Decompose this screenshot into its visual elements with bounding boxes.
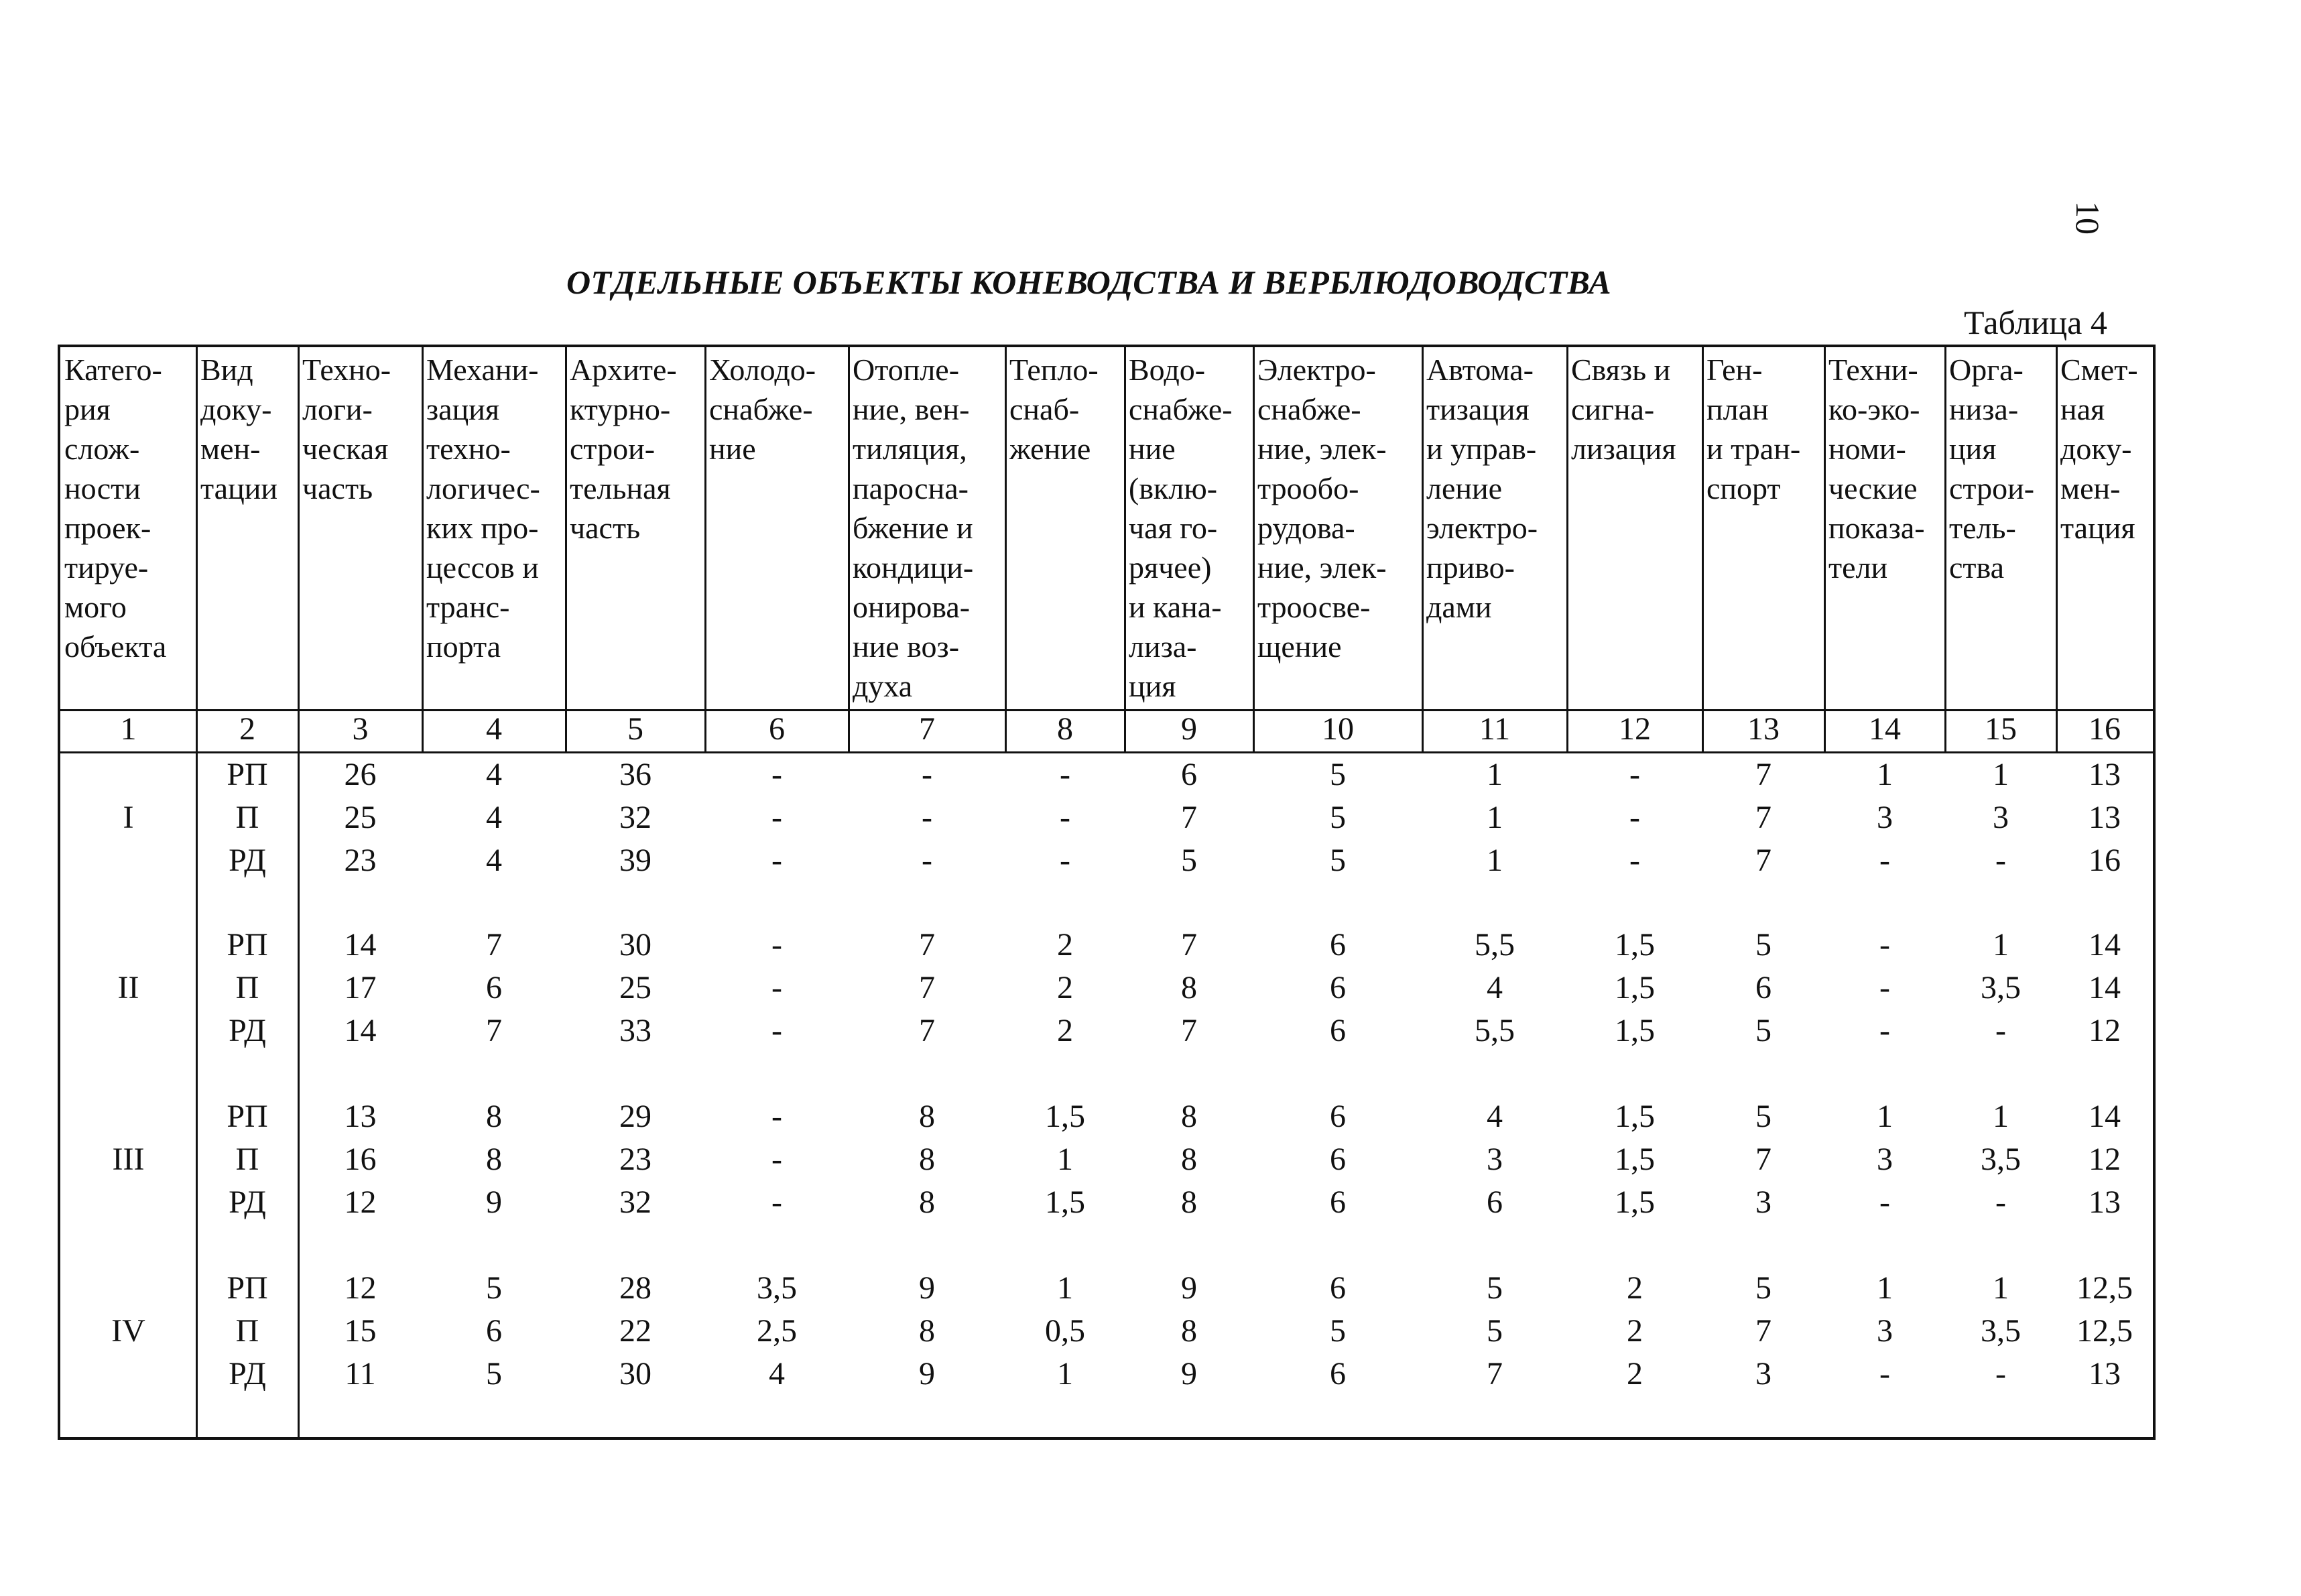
column-header: Орга- низа- ция строи- тель- ства xyxy=(1949,353,2035,585)
table-cell: - xyxy=(1879,927,1890,963)
category-label: III xyxy=(112,1142,145,1177)
table-cell: 6 xyxy=(1330,1099,1346,1134)
table-cell: 7 xyxy=(919,1013,935,1048)
column-header: Техно- логи- ческая часть xyxy=(302,353,391,505)
table-cell: 1 xyxy=(1877,1270,1893,1306)
table-cell: 7 xyxy=(919,927,935,963)
table-cell: 1 xyxy=(1057,1356,1073,1392)
table-cell: 4 xyxy=(486,757,502,792)
table-cell: 8 xyxy=(1181,1313,1197,1349)
table-caption: Таблица 4 xyxy=(1964,304,2107,341)
table-cell: 16 xyxy=(2089,843,2121,878)
table-cell: 1 xyxy=(1877,1099,1893,1134)
column-number: 1 xyxy=(120,711,137,747)
table-cell: 9 xyxy=(1181,1356,1197,1392)
table-cell: 30 xyxy=(619,1356,651,1392)
table-cell: 4 xyxy=(1487,1099,1503,1134)
table-cell: 4 xyxy=(486,800,502,835)
column-header: Водо- снабже- ние (вклю- чая го- рячее) и кана- лиза- ция xyxy=(1129,353,1233,703)
table-cell: - xyxy=(1995,1184,2006,1220)
doc-type-cell: РП xyxy=(227,1270,268,1306)
table-cell: 1 xyxy=(1057,1270,1073,1306)
table-cell: 12 xyxy=(2089,1142,2121,1177)
table-cell: 1 xyxy=(1487,843,1503,878)
table-cell: 7 xyxy=(486,927,502,963)
column-number: 7 xyxy=(919,711,935,747)
table-cell: 8 xyxy=(919,1099,935,1134)
table-cell: 5,5 xyxy=(1475,1013,1515,1048)
table-cell: 30 xyxy=(619,927,651,963)
table-cell: 6 xyxy=(1181,757,1197,792)
table-cell: 7 xyxy=(1487,1356,1503,1392)
table-cell: - xyxy=(1995,1013,2006,1048)
doc-type-cell: П xyxy=(235,1142,259,1177)
table-cell: - xyxy=(1060,757,1070,792)
table-cell: 5 xyxy=(1755,1270,1771,1306)
table-cell: 7 xyxy=(1755,757,1771,792)
table-cell: 4 xyxy=(769,1356,785,1392)
table-cell: 3,5 xyxy=(1981,1142,2021,1177)
column-number: 4 xyxy=(486,711,502,747)
table-cell: 13 xyxy=(2089,1184,2121,1220)
table-cell: 5 xyxy=(486,1356,502,1392)
column-number: 8 xyxy=(1057,711,1073,747)
doc-type-cell: РП xyxy=(227,1099,268,1134)
table-cell: 8 xyxy=(1181,1142,1197,1177)
table-cell: 22 xyxy=(619,1313,651,1349)
column-header: Механи- зация техно- логичес- ких про- цессов и транс- порта xyxy=(426,353,540,664)
table-cell: 1,5 xyxy=(1045,1099,1085,1134)
table-cell: 16 xyxy=(344,1142,377,1177)
table-cell: 5 xyxy=(1330,1313,1346,1349)
table-cell: 1 xyxy=(1993,927,2009,963)
doc-type-cell: РП xyxy=(227,757,268,792)
table-cell: 7 xyxy=(1181,1013,1197,1048)
table-cell: 8 xyxy=(486,1142,502,1177)
table-cell: 23 xyxy=(344,843,377,878)
page-number: 10 xyxy=(2069,201,2107,235)
table-cell: 2 xyxy=(1627,1313,1643,1349)
table-cell: 15 xyxy=(344,1313,377,1349)
table-cell: 2,5 xyxy=(757,1313,797,1349)
table-cell: - xyxy=(771,1099,782,1134)
table-cell: 5 xyxy=(1755,1013,1771,1048)
table-cell: 13 xyxy=(2089,1356,2121,1392)
table-cell: 23 xyxy=(619,1142,651,1177)
table-cell: 8 xyxy=(1181,1184,1197,1220)
table-cell: 12,5 xyxy=(2076,1313,2133,1349)
table-cell: - xyxy=(1879,1184,1890,1220)
doc-type-cell: П xyxy=(235,970,259,1005)
table-cell: 1 xyxy=(1993,1270,2009,1306)
table-cell: 6 xyxy=(1755,970,1771,1005)
table-cell: - xyxy=(771,843,782,878)
table-cell: 3 xyxy=(1755,1184,1771,1220)
table-cell: 5 xyxy=(1487,1313,1503,1349)
table-cell: - xyxy=(771,1142,782,1177)
table-cell: 2 xyxy=(1057,1013,1073,1048)
table-cell: - xyxy=(771,927,782,963)
table-cell: 4 xyxy=(1487,970,1503,1005)
column-number: 10 xyxy=(1322,711,1354,747)
data-table xyxy=(58,345,2156,1440)
table-cell: 29 xyxy=(619,1099,651,1134)
table-cell: 2 xyxy=(1627,1270,1643,1306)
table-cell: 6 xyxy=(486,1313,502,1349)
table-cell: 0,5 xyxy=(1045,1313,1085,1349)
table-cell: 3 xyxy=(1487,1142,1503,1177)
table-cell: - xyxy=(1995,1356,2006,1392)
column-header: Вид доку- мен- тации xyxy=(200,353,277,505)
table-cell: - xyxy=(1879,970,1890,1005)
category-label: I xyxy=(123,800,134,835)
table-cell: 36 xyxy=(619,757,651,792)
table-cell: 7 xyxy=(1755,1313,1771,1349)
doc-type-cell: РД xyxy=(229,1013,266,1048)
column-header: Тепло- снаб- жение xyxy=(1009,353,1099,466)
table-cell: 33 xyxy=(619,1013,651,1048)
column-number: 12 xyxy=(1619,711,1651,747)
table-cell: 7 xyxy=(1181,800,1197,835)
table-cell: 5 xyxy=(1181,843,1197,878)
table-cell: 3,5 xyxy=(1981,1313,2021,1349)
table-cell: 5 xyxy=(1330,757,1346,792)
column-number: 9 xyxy=(1181,711,1197,747)
table-cell: 1,5 xyxy=(1045,1184,1085,1220)
column-header: Электро- снабже- ние, элек- трообо- рудова- ние, элек- троосве- щение xyxy=(1257,353,1387,664)
column-number: 2 xyxy=(239,711,255,747)
table-cell: 8 xyxy=(919,1142,935,1177)
column-header: Катего- рия слож- ности проек- тируе- мого объекта xyxy=(64,353,167,664)
table-cell: - xyxy=(922,757,932,792)
table-cell: - xyxy=(922,843,932,878)
table-cell: 1,5 xyxy=(1615,1142,1655,1177)
column-header: Ген- план и тран- спорт xyxy=(1706,353,1801,505)
table-cell: 2 xyxy=(1057,927,1073,963)
table-cell: 1 xyxy=(1487,800,1503,835)
table-cell: - xyxy=(771,1184,782,1220)
table-cell: 4 xyxy=(486,843,502,878)
table-cell: 1,5 xyxy=(1615,927,1655,963)
table-cell: 9 xyxy=(486,1184,502,1220)
table-cell: - xyxy=(1995,843,2006,878)
table-cell: 8 xyxy=(486,1099,502,1134)
table-cell: 26 xyxy=(344,757,377,792)
table-cell: 6 xyxy=(1330,927,1346,963)
table-cell: 5,5 xyxy=(1475,927,1515,963)
table-cell: - xyxy=(1879,1356,1890,1392)
table-cell: 6 xyxy=(1330,1013,1346,1048)
table-cell: 6 xyxy=(1330,970,1346,1005)
table-cell: 32 xyxy=(619,800,651,835)
table-cell: 14 xyxy=(2089,970,2121,1005)
table-cell: 1,5 xyxy=(1615,1013,1655,1048)
table-cell: 11 xyxy=(345,1356,376,1392)
table-cell: 5 xyxy=(1755,927,1771,963)
table-cell: 8 xyxy=(1181,1099,1197,1134)
table-cell: 1 xyxy=(1993,1099,2009,1134)
column-number: 3 xyxy=(352,711,369,747)
table-cell: 12 xyxy=(2089,1013,2121,1048)
table-cell: 14 xyxy=(344,927,377,963)
table-cell: 5 xyxy=(1487,1270,1503,1306)
column-number: 11 xyxy=(1479,711,1511,747)
table-cell: 3,5 xyxy=(1981,970,2021,1005)
category-label: IV xyxy=(111,1313,145,1349)
table-cell: - xyxy=(1879,843,1890,878)
table-cell: 9 xyxy=(1181,1270,1197,1306)
table-cell: 12 xyxy=(344,1270,377,1306)
table-cell: 25 xyxy=(619,970,651,1005)
table-cell: - xyxy=(771,1013,782,1048)
table-cell: 1 xyxy=(1877,757,1893,792)
table-cell: 8 xyxy=(1181,970,1197,1005)
doc-type-cell: РД xyxy=(229,1356,266,1392)
doc-type-cell: РД xyxy=(229,843,266,878)
table-cell: 6 xyxy=(1487,1184,1503,1220)
column-header: Холодо- снабже- ние xyxy=(709,353,816,466)
table-cell: 12,5 xyxy=(2076,1270,2133,1306)
table-cell: 8 xyxy=(919,1313,935,1349)
table-cell: 6 xyxy=(1330,1356,1346,1392)
table-cell: 5 xyxy=(1330,843,1346,878)
table-cell: - xyxy=(1629,843,1640,878)
table-cell: 1,5 xyxy=(1615,970,1655,1005)
column-number: 14 xyxy=(1869,711,1901,747)
table-cell: 1 xyxy=(1057,1142,1073,1177)
table-cell: 6 xyxy=(1330,1142,1346,1177)
table-cell: 6 xyxy=(1330,1270,1346,1306)
table-cell: 5 xyxy=(486,1270,502,1306)
table-cell: - xyxy=(1060,843,1070,878)
table-cell: 7 xyxy=(1755,843,1771,878)
table-cell: 7 xyxy=(919,970,935,1005)
table-cell: 7 xyxy=(1755,800,1771,835)
table-cell: 14 xyxy=(2089,1099,2121,1134)
table-cell: 1 xyxy=(1487,757,1503,792)
column-header: Связь и сигна- лизация xyxy=(1571,353,1676,466)
table-cell: 5 xyxy=(1330,800,1346,835)
table-cell: - xyxy=(771,757,782,792)
table-cell: 5 xyxy=(1755,1099,1771,1134)
doc-type-cell: П xyxy=(235,800,259,835)
table-cell: 3 xyxy=(1877,800,1893,835)
doc-type-cell: РД xyxy=(229,1184,266,1220)
table-cell: 28 xyxy=(619,1270,651,1306)
column-header: Техни- ко-эко- номи- ческие показа- тели xyxy=(1828,353,1925,585)
table-cell: - xyxy=(1629,800,1640,835)
column-header: Автома- тизация и управ- ление электро- приво- дами xyxy=(1426,353,1538,624)
table-cell: 12 xyxy=(344,1184,377,1220)
table-cell: 6 xyxy=(486,970,502,1005)
table-cell: 1,5 xyxy=(1615,1099,1655,1134)
table-cell: 13 xyxy=(2089,757,2121,792)
category-label: II xyxy=(117,970,139,1005)
document-title: ОТДЕЛЬНЫЕ ОБЪЕКТЫ КОНЕВОДСТВА И ВЕРБЛЮДОВОДСТВА xyxy=(566,263,1611,301)
table-cell: 17 xyxy=(344,970,377,1005)
table-cell: 3 xyxy=(1993,800,2009,835)
table-cell: 3 xyxy=(1755,1356,1771,1392)
table-cell: 8 xyxy=(919,1184,935,1220)
table-cell: 3 xyxy=(1877,1142,1893,1177)
table-cell: 2 xyxy=(1057,970,1073,1005)
table-cell: 13 xyxy=(2089,800,2121,835)
table-cell: 2 xyxy=(1627,1356,1643,1392)
table-cell: 9 xyxy=(919,1356,935,1392)
table-cell: - xyxy=(1060,800,1070,835)
table-cell: 7 xyxy=(1181,927,1197,963)
table-cell: - xyxy=(771,970,782,1005)
table-cell: 7 xyxy=(486,1013,502,1048)
table-cell: 14 xyxy=(2089,927,2121,963)
table-cell: 9 xyxy=(919,1270,935,1306)
table-cell: - xyxy=(922,800,932,835)
table-cell: 1 xyxy=(1993,757,2009,792)
table-cell: - xyxy=(1629,757,1640,792)
table-cell: 3,5 xyxy=(757,1270,797,1306)
table-cell: 7 xyxy=(1755,1142,1771,1177)
column-number: 5 xyxy=(627,711,643,747)
table-cell: 32 xyxy=(619,1184,651,1220)
table-cell: - xyxy=(1879,1013,1890,1048)
column-number: 15 xyxy=(1985,711,2017,747)
column-number: 16 xyxy=(2089,711,2121,747)
table-cell: 13 xyxy=(344,1099,377,1134)
table-cell: 14 xyxy=(344,1013,377,1048)
table-cell: 1,5 xyxy=(1615,1184,1655,1220)
column-header: Отопле- ние, вен- тиляция, паросна- бжение и кондици- онирова- ние воз- духа xyxy=(853,353,974,703)
table-cell: 39 xyxy=(619,843,651,878)
table-cell: - xyxy=(771,800,782,835)
column-number: 13 xyxy=(1747,711,1780,747)
table-cell: 6 xyxy=(1330,1184,1346,1220)
doc-type-cell: РП xyxy=(227,927,268,963)
table-cell: 3 xyxy=(1877,1313,1893,1349)
column-number: 6 xyxy=(769,711,785,747)
column-header: Смет- ная доку- мен- тация xyxy=(2060,353,2138,545)
doc-type-cell: П xyxy=(235,1313,259,1349)
table-cell: 25 xyxy=(344,800,377,835)
column-header: Архите- ктурно- строи- тельная часть xyxy=(570,353,677,545)
